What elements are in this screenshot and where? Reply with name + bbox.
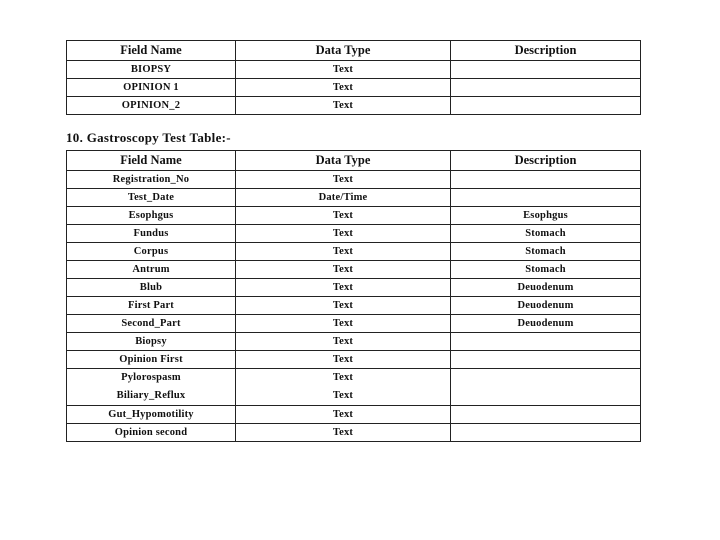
field-name-cell: Registration_No [67, 171, 236, 189]
table-1 [66, 40, 641, 115]
description-cell: Deuodenum [451, 279, 641, 297]
description-cell: Stomach [451, 225, 641, 243]
table-2 [66, 150, 641, 442]
data-type-cell: Text [236, 243, 451, 261]
table-row-merged [67, 369, 641, 406]
data-type-cell: Date/Time [236, 189, 451, 207]
data-type-cell: Text [236, 351, 451, 369]
table-row [67, 351, 641, 369]
section-heading: 10. Gastroscopy Test Table:- [66, 130, 231, 145]
table-row [67, 424, 641, 442]
table-row [67, 315, 641, 333]
header-data-type: Data Type [236, 41, 451, 61]
data-type-cell: Text [236, 406, 451, 424]
table-row [67, 243, 641, 261]
description-cell: Esophgus [451, 207, 641, 225]
table-row [67, 189, 641, 207]
table-row [67, 61, 641, 79]
description-cell [451, 369, 641, 406]
description-cell: Deuodenum [451, 315, 641, 333]
field-name-cell: OPINION 1 [67, 79, 236, 97]
header-field-name: Field Name [67, 151, 236, 171]
field-name-cell: BIOPSY [67, 61, 236, 79]
field-name-cell: Corpus [67, 243, 236, 261]
header-data-type: Data Type [236, 151, 451, 171]
field-name-line: Pylorospasm [121, 372, 181, 383]
data-type-cell: Text [236, 297, 451, 315]
field-name-cell: Test_Date [67, 189, 236, 207]
description-cell [451, 97, 641, 115]
description-cell: Stomach [451, 261, 641, 279]
field-name-cell: Biopsy [67, 333, 236, 351]
description-cell [451, 406, 641, 424]
data-type-cell: Text [236, 97, 451, 115]
table-row [67, 261, 641, 279]
data-type-line: Text [332, 390, 354, 401]
header-description: Description [451, 151, 641, 171]
field-name-cell: Opinion second [67, 424, 236, 442]
description-cell [451, 79, 641, 97]
field-name-cell: Fundus [67, 225, 236, 243]
description-cell [451, 61, 641, 79]
table-row [67, 225, 641, 243]
table-row [67, 297, 641, 315]
table-row [67, 279, 641, 297]
data-type-cell: Text [236, 333, 451, 351]
table-row [67, 79, 641, 97]
description-cell: Deuodenum [451, 297, 641, 315]
description-cell [451, 333, 641, 351]
data-type-cell: Text [236, 279, 451, 297]
table-row [67, 333, 641, 351]
description-cell [451, 424, 641, 442]
data-type-cell: Text [236, 61, 451, 79]
header-description: Description [451, 41, 641, 61]
data-type-cell: Text [236, 315, 451, 333]
header-field-name: Field Name [67, 41, 236, 61]
field-name-cell: OPINION_2 [67, 97, 236, 115]
field-name-cell: Opinion First [67, 351, 236, 369]
table-row [67, 97, 641, 115]
description-cell: Stomach [451, 243, 641, 261]
table-row [67, 207, 641, 225]
field-name-cell: Gut_Hypomotility [67, 406, 236, 424]
field-name-cell: Blub [67, 279, 236, 297]
field-name-cell: Esophgus [67, 207, 236, 225]
description-cell [451, 351, 641, 369]
table-row [67, 406, 641, 424]
field-name-cell: First Part [67, 297, 236, 315]
table-header-row [67, 41, 641, 61]
data-type-cell: Text [236, 207, 451, 225]
description-cell [451, 171, 641, 189]
data-type-line: Text [332, 372, 354, 383]
table-header-row [67, 151, 641, 171]
data-type-cell: Text [236, 424, 451, 442]
description-cell [451, 189, 641, 207]
field-name-cell: Second_Part [67, 315, 236, 333]
data-type-cell: Text [236, 261, 451, 279]
data-type-cell: Text [236, 79, 451, 97]
field-name-cell [67, 369, 236, 406]
field-name-cell: Antrum [67, 261, 236, 279]
data-type-cell: Text [236, 225, 451, 243]
data-type-cell [236, 369, 451, 406]
table-row [67, 171, 641, 189]
field-name-line: Biliary_Reflux [116, 390, 186, 401]
data-type-cell: Text [236, 171, 451, 189]
